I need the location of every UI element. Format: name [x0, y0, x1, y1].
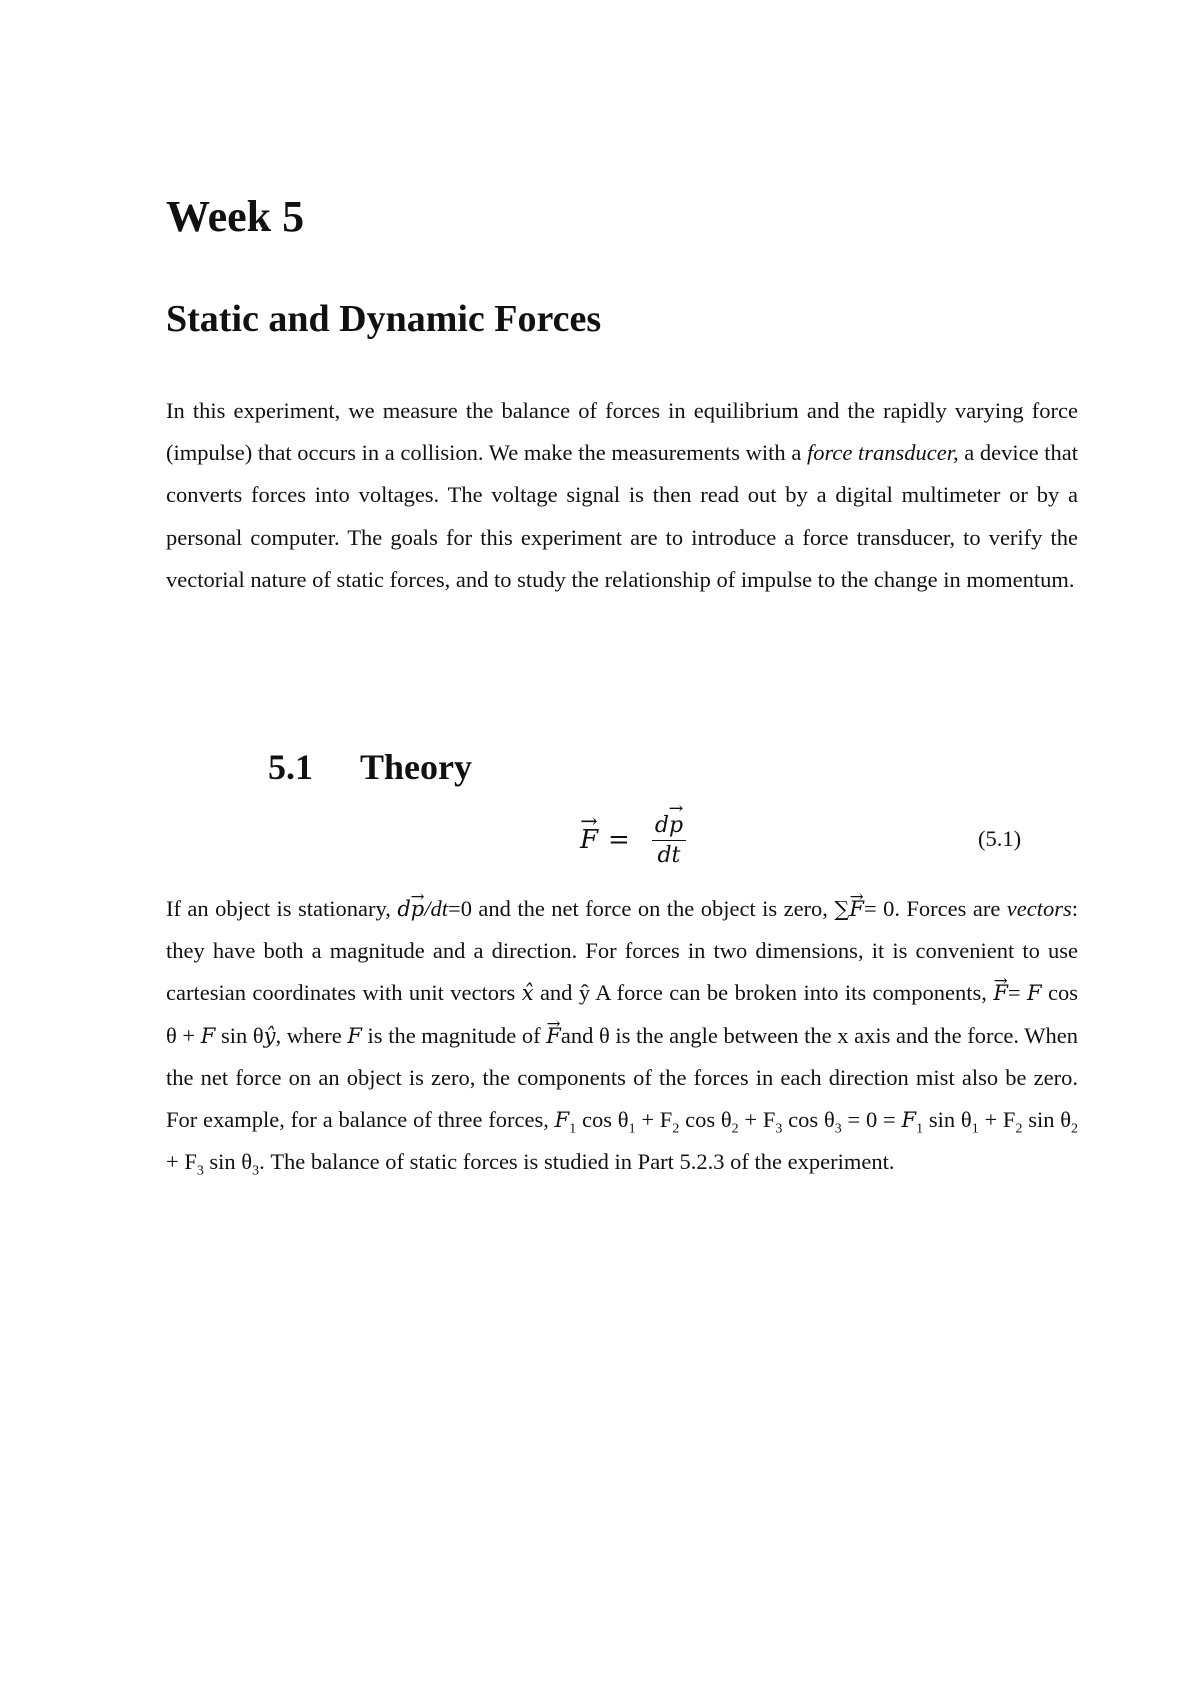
- theory-text: and ŷ A force can be broken into its components,: [533, 980, 994, 1006]
- section-heading: [268, 745, 472, 789]
- theory-text: . The balance of static forces is studied in Part 5.2.3 of the experiment.: [259, 1149, 895, 1175]
- eq-equals: =: [608, 825, 630, 855]
- theory-text: = 0. Forces are: [863, 896, 1007, 921]
- theory-text: If an object is stationary,: [166, 896, 398, 921]
- theory-text: =0 and the net force on the object is zero,: [448, 896, 835, 921]
- eq-numerator-d: d: [654, 812, 669, 838]
- subscript: 1: [628, 1121, 636, 1137]
- theory-text: + F: [635, 1107, 673, 1133]
- dp-d: d: [397, 897, 411, 921]
- eq-denominator: dt: [657, 842, 681, 868]
- theory-text: sin θ: [215, 1022, 264, 1048]
- eq-numerator-p: → p: [669, 813, 683, 838]
- theory-text: cos θ: [782, 1107, 835, 1133]
- theory-text: , where: [275, 1022, 348, 1048]
- x-hat: x̂: [521, 981, 534, 1006]
- theory-text: cos θ: [679, 1107, 732, 1133]
- equation-5-1: [580, 800, 686, 880]
- eq-numerator: [652, 813, 686, 841]
- theory-text: + F: [738, 1107, 776, 1133]
- subscript: 3: [834, 1121, 842, 1137]
- subscript: 2: [1071, 1121, 1079, 1137]
- force-symbol: F: [200, 1023, 216, 1048]
- section-title: Theory: [360, 747, 472, 787]
- theory-text: and θ is the angle between the x axis and the force. When the net force on an object is zero, the components of the forces in each direction mist also be zero. For example, for a balance of three forces,: [166, 1022, 1078, 1133]
- section-number: 5.1: [268, 747, 313, 787]
- force-symbol: F: [1027, 981, 1042, 1006]
- theory-text: sin θ: [1022, 1107, 1072, 1133]
- equation-number: (5.1): [978, 826, 1022, 851]
- subscript: 3: [252, 1163, 260, 1179]
- intro-paragraph: [166, 390, 1078, 601]
- dp-dt: /dt: [424, 896, 448, 921]
- y-hat: ŷ: [263, 1023, 276, 1048]
- sum-symbol: ∑: [834, 897, 850, 921]
- theory-paragraph: [166, 888, 1078, 1183]
- force-symbol: F: [901, 1108, 917, 1133]
- week-title: Week 5: [166, 192, 305, 241]
- theory-text: cos θ: [576, 1107, 629, 1133]
- subscript: 1: [916, 1121, 924, 1137]
- subscript: 2: [731, 1121, 739, 1137]
- theory-text: + F: [166, 1149, 197, 1175]
- vectors-term: vectors: [1006, 896, 1072, 921]
- theory-text: + F: [978, 1107, 1016, 1133]
- dp-p: → p: [411, 888, 424, 930]
- theory-text: sin θ: [203, 1149, 253, 1175]
- theory-text: =: [1007, 980, 1027, 1006]
- intro-text-2: a device that converts forces into voltages. The voltage signal is then read out by a digital multimeter or by a personal computer. The goals for this experiment are to introduce a force transducer, to verify the vectorial nature of static forces, and to study the relationship of impulse to the change in momentum.: [166, 440, 1078, 592]
- intro-italic-term: force transducer,: [806, 440, 959, 466]
- theory-text: = 0 =: [841, 1107, 902, 1133]
- subscript: 2: [1015, 1121, 1023, 1137]
- theory-text: sin θ: [923, 1107, 972, 1133]
- force-vector: → F: [546, 1015, 561, 1057]
- eq-force-vector: → F: [580, 825, 598, 855]
- subscript: 1: [971, 1121, 979, 1137]
- intro-text-1: In this experiment, we measure the balance of forces in equilibrium and the rapidly varying force (impulse) that occurs in a collision. We make the measurements with a: [166, 398, 1078, 466]
- theory-text: : they have both a magnitude and a direction. For forces in two dimensions, it is convenient to use cartesian coordinates with unit vectors: [166, 896, 1078, 1006]
- theory-text: is the magnitude of: [361, 1022, 547, 1048]
- theory-text: cos θ +: [166, 980, 1078, 1048]
- chapter-title: Static and Dynamic Forces: [166, 298, 602, 340]
- eq-fraction: [652, 813, 686, 868]
- sum-force-vector: → F: [849, 888, 864, 930]
- subscript: 3: [775, 1121, 783, 1137]
- force-vector: → F: [993, 972, 1008, 1014]
- subscript: 3: [196, 1163, 204, 1179]
- force-symbol: F: [347, 1023, 362, 1048]
- subscript: 1: [569, 1121, 577, 1137]
- force-symbol: F: [554, 1108, 570, 1133]
- subscript: 2: [672, 1121, 680, 1137]
